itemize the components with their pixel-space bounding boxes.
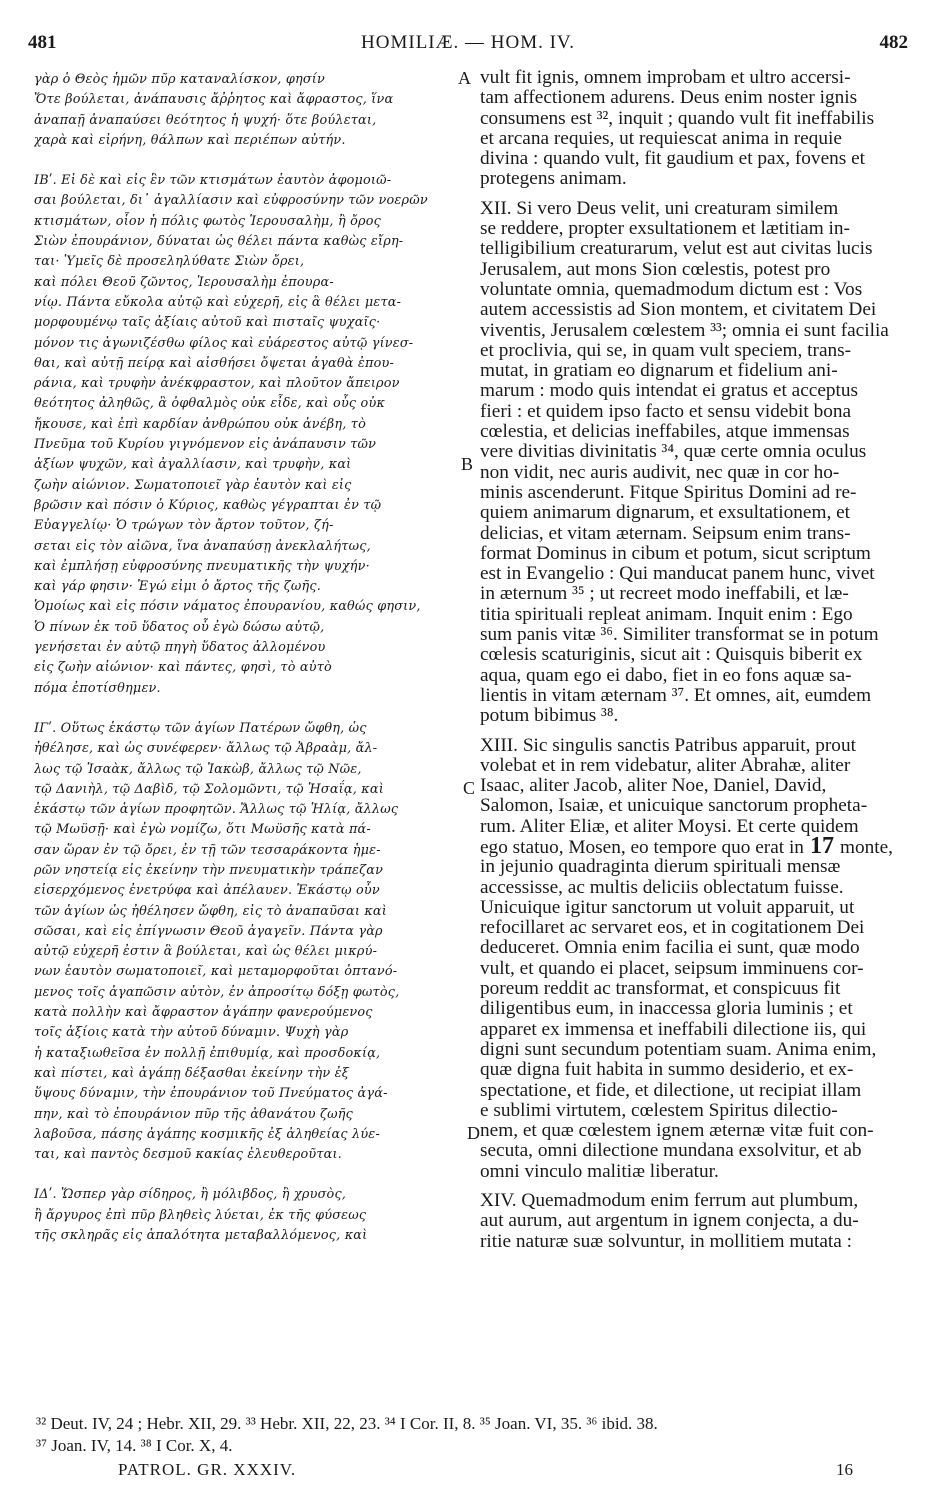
- text-line: aut aurum, aut argentum in ignem conjecta, a du-: [480, 1211, 859, 1232]
- text-line: Salomon, Isaiæ, et unicuique sanctorum propheta-: [480, 796, 868, 817]
- text-line: λαβοῦσα, πάσης ἀγάπης κοσμικῆς ἐξ ἀληθείας λύε-: [34, 1126, 380, 1142]
- margin-marker-d: D: [467, 1123, 480, 1143]
- text-line: πην, καὶ τὸ ἐπουράνιον πῦρ τῆς ἀθανάτου ζωῆς: [34, 1106, 354, 1122]
- inline-bold-number: 17: [803, 836, 840, 858]
- margin-marker-b: B: [461, 454, 474, 474]
- latin-paragraph: [480, 68, 910, 190]
- text-line: non vidit, nec auris audivit, nec quæ in cor ho-: [480, 462, 840, 483]
- text-line: volebat et in rem videbatur, aliter Abrahæ, aliter: [480, 755, 851, 776]
- text-line: τῷ Μωϋσῇ· καὶ ἐγὼ νομίζω, ὅτι Μωϋσῆς κατὰ πά-: [34, 822, 371, 838]
- text-line: XIII. Sic singulis sanctis Patribus apparuit, prout: [480, 735, 856, 756]
- text-line: Ὁ πίνων ἐκ τοῦ ὕδατος οὗ ἐγὼ δώσω αὐτῷ,: [34, 619, 325, 635]
- text-line: divina : quando vult, fit gaudium et pax, fovens et: [480, 149, 866, 170]
- text-line: telligibilium creaturarum, velut est aut civitas lucis: [480, 239, 873, 260]
- running-header: [28, 32, 908, 58]
- text-line: XIV. Quemadmodum enim ferrum aut plumbum,: [480, 1191, 859, 1212]
- text-line: εἰς ζωὴν αἰώνιον· καὶ πάντες, φησὶ, τὸ αὐτὸ: [34, 660, 332, 676]
- text-line: ἀναπαῇ ἀναπαύσει θεότητος ἡ ψυχή· ὅτε βούλεται,: [34, 112, 377, 128]
- text-line: ἢ ἄργυρος ἐπὶ πῦρ βληθεὶς λύεται, ἐκ τῆς φύσεως: [34, 1207, 367, 1223]
- page-number-right: 482: [879, 32, 908, 53]
- latin-paragraph: [480, 1191, 910, 1252]
- text-line: sum panis vitæ ³⁶. Similiter transformat se in potum: [480, 625, 879, 646]
- text-line: est in Evangelio : Qui manducat panem hunc, vivet: [480, 564, 875, 585]
- text-line: rum. Aliter Eliæ, et aliter Moysi. Et certe quidem: [480, 816, 859, 837]
- text-line: χαρὰ καὶ εἰρήνη, θάλπων καὶ περιέπων αὐτήν.: [34, 132, 346, 148]
- text-line: καὶ ἐμπλήσῃ εὐφροσύνης πνευματικῆς τὴν ψυχήν·: [34, 558, 370, 574]
- text-line: viventis, Jerusalem cœlestem ³³; omnia ei sunt facilia: [480, 320, 889, 341]
- text-line: εἰσερχόμενος ἐνετρύφα καὶ ἀπέλαυεν. Ἑκάστῳ οὖν: [34, 883, 380, 899]
- text-line: νίῳ. Πάντα εὔκολα αὐτῷ καὶ εὐχερῆ, εἰς ἃ θέλει μετα-: [34, 294, 402, 310]
- text-line: fieri : et quidem ipso facto et sensu videbit bona: [480, 401, 852, 422]
- latin-column: [480, 68, 910, 1252]
- text-line: σαν ὥραν ἐν τῷ ὄρει, ἐν τῇ τῶν τεσσαράκοντα ἡμε-: [34, 842, 381, 858]
- footer-series: PATROL. GR. XXXIV.: [118, 1460, 297, 1479]
- text-line: secuta, omni dilectione mundana exsolvitur, et ab: [480, 1141, 862, 1162]
- text-line: ego statuo, Mosen, eo tempore quo erat in 17 monte,: [480, 837, 910, 857]
- text-line: αὐτῷ εὐχερῆ ἐστιν ἃ βούλεται, καὶ ὡς θέλει μικρύ-: [34, 944, 378, 960]
- text-line: in æternum ³⁵ ; ut recreet modo ineffabili, et læ-: [480, 584, 849, 605]
- text-line: consumens est ³², inquit ; quando vult fit ineffabilis: [480, 108, 875, 129]
- text-line: τῷ Δανιὴλ, τῷ Δαβὶδ, τῷ Σολομῶντι, τῷ Ἡσαΐᾳ, καὶ: [34, 781, 384, 797]
- text-line: digni sunt secundum potentiam suam. Anima enim,: [480, 1039, 877, 1060]
- text-line: βρῶσιν καὶ πόσιν ὁ Κύριος, καθὼς γέγραπται ἐν τῷ: [34, 497, 382, 513]
- footnote-line: ³⁷ Joan. IV, 14. ³⁸ I Cor. X, 4.: [36, 1436, 233, 1455]
- text-line: Jerusalem, aut mons Sion cœlestis, potest pro: [480, 259, 831, 280]
- text-line: Σιὼν ἐπουράνιον, δύναται ὡς θέλει πάντα καθὼς εἴρη-: [34, 234, 404, 250]
- text-line: mutat, in gratiam eo dignarum et fidelium ani-: [480, 361, 838, 382]
- text-line: Πνεῦμα τοῦ Κυρίου γιγνόμενον εἰς ἀνάπαυσιν τῶν: [34, 437, 377, 453]
- text-line: ἑκάστῳ τῶν ἁγίων προφητῶν. Ἄλλως τῷ Ἡλίᾳ, ἄλλως: [34, 802, 399, 818]
- paragraph-gap: [480, 1182, 910, 1191]
- text-line: ται, καὶ παντὸς δεσμοῦ κακίας ἐλευθεροῦται.: [34, 1147, 342, 1163]
- text-line: ἠθέλησε, καὶ ὡς συνέφερεν· ἄλλως τῷ Ἀβραὰμ, ἄλ-: [34, 741, 378, 757]
- text-line: γὰρ ὁ Θεὸς ἡμῶν πῦρ καταναλίσκον, φησίν: [34, 72, 326, 87]
- text-line: τῆς σκληρᾶς εἰς ἁπαλότητα μεταβαλλόμενος, καὶ: [34, 1228, 368, 1244]
- text-line: vult fit ignis, omnem improbam et ultro accersi-: [480, 68, 851, 88]
- text-line: ζωὴν αἰώνιον. Σωματοποιεῖ γὰρ ἑαυτὸν καὶ εἰς: [34, 477, 352, 493]
- latin-paragraph: [480, 736, 910, 1183]
- text-line: quæ digna fuit habita in summo desiderio, et ex-: [480, 1060, 854, 1081]
- paragraph-gap: [480, 190, 910, 199]
- text-line: τῶν ἁγίων ὡς ἠθέλησεν ὤφθη, εἰς τὸ ἀναπαῦσαι καὶ: [34, 903, 387, 919]
- text-line: se reddere, propter exsultationem et lætitiam in-: [480, 219, 850, 240]
- text-line: ρῶν νηστείᾳ εἰς ἐκείνην τὴν πνευματικὴν τράπεζαν: [34, 862, 384, 878]
- text-line: κτισμάτων, οἷον ἡ πόλις φωτὸς Ἱερουσαλὴμ, ἢ ὄρος: [34, 213, 381, 229]
- text-line: in jejunio quadraginta dierum spirituali mensæ: [480, 857, 841, 878]
- inline-text: monte,: [839, 836, 893, 858]
- greek-paragraph: [34, 171, 458, 699]
- text-line: cœlestia, et delicias ineffabiles, atque immensas: [480, 422, 850, 443]
- text-line: quiem animarum dignarum, et exsultationem, et: [480, 503, 850, 524]
- text-line: refocillaret ac servaret eos, et in cogitationem Dei: [480, 918, 865, 939]
- text-line: XII. Si vero Deus velit, uni creaturam similem: [480, 198, 839, 219]
- latin-paragraph: [480, 199, 910, 727]
- text-line: autem accessistis ad Sion montem, et civitatem Dei: [480, 300, 877, 321]
- text-line: καὶ πίστει, καὶ ἀγάπῃ δέξασθαι ἐκείνην τὴν ἐξ: [34, 1065, 349, 1081]
- greek-paragraph: [34, 1185, 458, 1246]
- paragraph-gap: [34, 151, 458, 171]
- running-title: HOMILIÆ. — HOM. IV.: [361, 32, 575, 53]
- text-line: delicias, et vitam æternam. Seipsum enim trans-: [480, 523, 851, 544]
- text-line: et proclivia, qui se, in quam vult speciem, trans-: [480, 340, 852, 361]
- text-line: accessisse, ac multis deliciis oblectatum fuisse.: [480, 877, 844, 898]
- paragraph-gap: [480, 727, 910, 736]
- text-line: voluntate omnia, quemadmodum dictum est : Vos: [480, 279, 863, 300]
- text-line: poreum reddit ac transformat, et conspicuus fit: [480, 979, 841, 1000]
- text-line: ΙΒʹ. Εἰ δὲ καὶ εἰς ἓν τῶν κτισμάτων ἑαυτὸν ἀφομοιῶ-: [34, 173, 392, 189]
- text-line: vere divitias divinitatis ³⁴, quæ certe omnia oculus: [480, 442, 867, 463]
- text-line: ὕψους δύναμιν, τὴν ἐπουράνιον τοῦ Πνεύματος ἀγά-: [34, 1086, 388, 1102]
- text-line: ἀξίων ψυχῶν, καὶ ἀγαλλίασιν, καὶ τρυφὴν, καὶ: [34, 457, 352, 473]
- text-line: Ὅτε βούλεται, ἀνάπαυσις ἄῤῥητος καὶ ἄφραστος, ἵνα: [34, 92, 394, 108]
- footnote-line: ³² Deut. IV, 24 ; Hebr. XII, 29. ³³ Hebr. XII, 22, 23. ³⁴ I Cor. II, 8. ³⁵ Joan. VI, 35. ³⁶ ibid. 38.: [36, 1414, 658, 1433]
- greek-column: [34, 70, 458, 1246]
- text-line: ται· Ὑμεῖς δὲ προσεληλύθατε Σιὼν ὄρει,: [34, 254, 305, 270]
- text-line: νων ἑαυτὸν σωματοποιεῖ, καὶ μεταμορφοῦται ὀπτανό-: [34, 964, 398, 980]
- text-line: Unicuique igitur sanctorum ut voluit apparuit, ut: [480, 897, 855, 918]
- text-line: σῶσαι, καὶ εἰς ἐπίγνωσιν Θεοῦ ἀγαγεῖν. Πάντα γὰρ: [34, 923, 383, 939]
- greek-paragraph: [34, 70, 458, 151]
- text-line: marum : modo quis intendat ei gratus et acceptus: [480, 381, 859, 402]
- footer-signature: 16: [836, 1460, 853, 1479]
- page-number-left: 481: [28, 32, 57, 53]
- text-line: ritie naturæ suæ solvuntur, in mollitiem mutata :: [480, 1231, 852, 1252]
- text-line: et arcana requies, ut requiescat anima in requie: [480, 128, 842, 149]
- text-line: κατὰ πολλὴν καὶ ἄφραστον ἀγάπην φανερούμενος: [34, 1005, 373, 1021]
- text-line: ΙΓʹ. Οὕτως ἑκάστῳ τῶν ἁγίων Πατέρων ὤφθη, ὡς: [34, 720, 367, 736]
- text-line: μόνον τις ἀγωνιζέσθω φίλος καὶ εὐάρεστος αὐτῷ γίνεσ-: [34, 335, 414, 351]
- text-line: minis ascenderunt. Fitque Spiritus Domini ad re-: [480, 482, 857, 503]
- text-line: cœlesis scaturiginis, sicut ait : Quisquis biberit ex: [480, 645, 863, 666]
- text-line: πόμα ἐποτίσθημεν.: [34, 680, 161, 696]
- text-line: σαι βούλεται, δι᾽ ἀγαλλίασιν καὶ εὐφροσύνην τῶν νοερῶν: [34, 193, 428, 209]
- text-line: apparet ex immensa et ineffabili dilectione iis, qui: [480, 1019, 867, 1040]
- paragraph-gap: [34, 1165, 458, 1185]
- text-line: τοῖς ἀξίοις κατὰ τὴν αὐτοῦ δύναμιν. Ψυχὴ γὰρ: [34, 1025, 349, 1041]
- text-line: diligentibus eum, in inaccessa gloria luminis ; et: [480, 999, 853, 1020]
- text-line: Εὐαγγελίῳ· Ὁ τρώγων τὸν ἄρτον τοῦτον, ζή-: [34, 518, 334, 534]
- text-line: tam affectionem adurens. Deus enim noster ignis: [480, 88, 858, 109]
- greek-paragraph: [34, 719, 458, 1166]
- text-line: protegens animam.: [480, 169, 627, 190]
- text-line: καὶ γάρ φησιν· Ἐγώ εἰμι ὁ ἄρτος τῆς ζωῆς.: [34, 579, 322, 595]
- text-line: titia spirituali repleat animam. Inquit enim : Ego: [480, 604, 853, 625]
- text-line: omni vinculo malitiæ liberatur.: [480, 1161, 719, 1182]
- text-line: spectatione, et fide, et dilectione, ut recipiat illam: [480, 1080, 862, 1101]
- text-line: ΙΔʹ. Ὥσπερ γὰρ σίδηρος, ἢ μόλιβδος, ἢ χρυσὸς,: [34, 1187, 347, 1203]
- text-line: Ὁμοίως καὶ εἰς πόσιν νάματος ἐπουρανίου, καθώς φησιν,: [34, 599, 421, 615]
- text-line: θαι, καὶ αὐτῇ πείρᾳ καὶ αἰσθήσει ὄψεται ἀγαθὰ ἐπου-: [34, 355, 394, 371]
- text-line: ἤκουσε, καὶ ἐπὶ καρδίαν ἀνθρώπου οὐκ ἀνέβη, τὸ: [34, 416, 366, 432]
- margin-marker-c: C: [463, 778, 476, 798]
- text-line: vult, et quando ei placet, seipsum imminuens cor-: [480, 958, 864, 979]
- text-line: aqua, quam ego ei dabo, fiet in eo fons aquæ sa-: [480, 665, 852, 686]
- text-line: καὶ πόλει Θεοῦ ζῶντος, Ἱερουσαλὴμ ἐπουρα-: [34, 274, 334, 290]
- text-line: Isaac, aliter Jacob, aliter Noe, Daniel, David,: [480, 776, 827, 797]
- text-line: ἡ καταξιωθεῖσα ἐν πολλῇ ἐπιθυμίᾳ, καὶ προσδοκίᾳ,: [34, 1045, 381, 1061]
- paragraph-gap: [34, 699, 458, 719]
- footnotes: [36, 1413, 916, 1457]
- text-line: e sublimi virtutem, cœlestem Spiritus dilectio-: [480, 1100, 838, 1121]
- text-line: μενος τοῖς ἀγαπῶσιν αὐτὸν, ἐν ἀπροσίτῳ δόξῃ φωτὸς,: [34, 984, 400, 1000]
- text-line: σεται εἰς τὸν αἰῶνα, ἵνα ἀναπαύσῃ ἀνεκλαλήτως,: [34, 538, 371, 554]
- text-line: θεότητος ἀληθῶς, ἃ ὀφθαλμὸς οὐκ εἶδε, καὶ οὖς οὐκ: [34, 396, 386, 412]
- text-line: λως τῷ Ἰσαὰκ, ἄλλως τῷ Ἰακὼβ, ἄλλως τῷ Νῶε,: [34, 761, 362, 777]
- text-line: potum bibimus ³⁸.: [480, 706, 619, 727]
- text-line: ράνια, καὶ τρυφὴν ἀνέκφραστον, καὶ πλοῦτον ἄπειρον: [34, 376, 400, 392]
- text-line: deduceret. Omnia enim facilia ei sunt, quæ modo: [480, 938, 860, 959]
- text-line: format Dominus in cibum et potum, sicut scriptum: [480, 543, 871, 564]
- text-line: nem, et quæ cœlestem ignem æternæ vitæ fuit con-: [480, 1121, 874, 1142]
- text-line: γενήσεται ἐν αὐτῷ πηγὴ ὕδατος ἀλλομένου: [34, 640, 326, 656]
- text-line: lientis in vitam æternam ³⁷. Et omnes, ait, eumdem: [480, 685, 872, 706]
- text-line: μορφουμένῳ ταῖς ἀξίαις αὐτοῦ καὶ πισταῖς ψυχαῖς·: [34, 315, 381, 331]
- margin-marker-a: A: [458, 68, 471, 88]
